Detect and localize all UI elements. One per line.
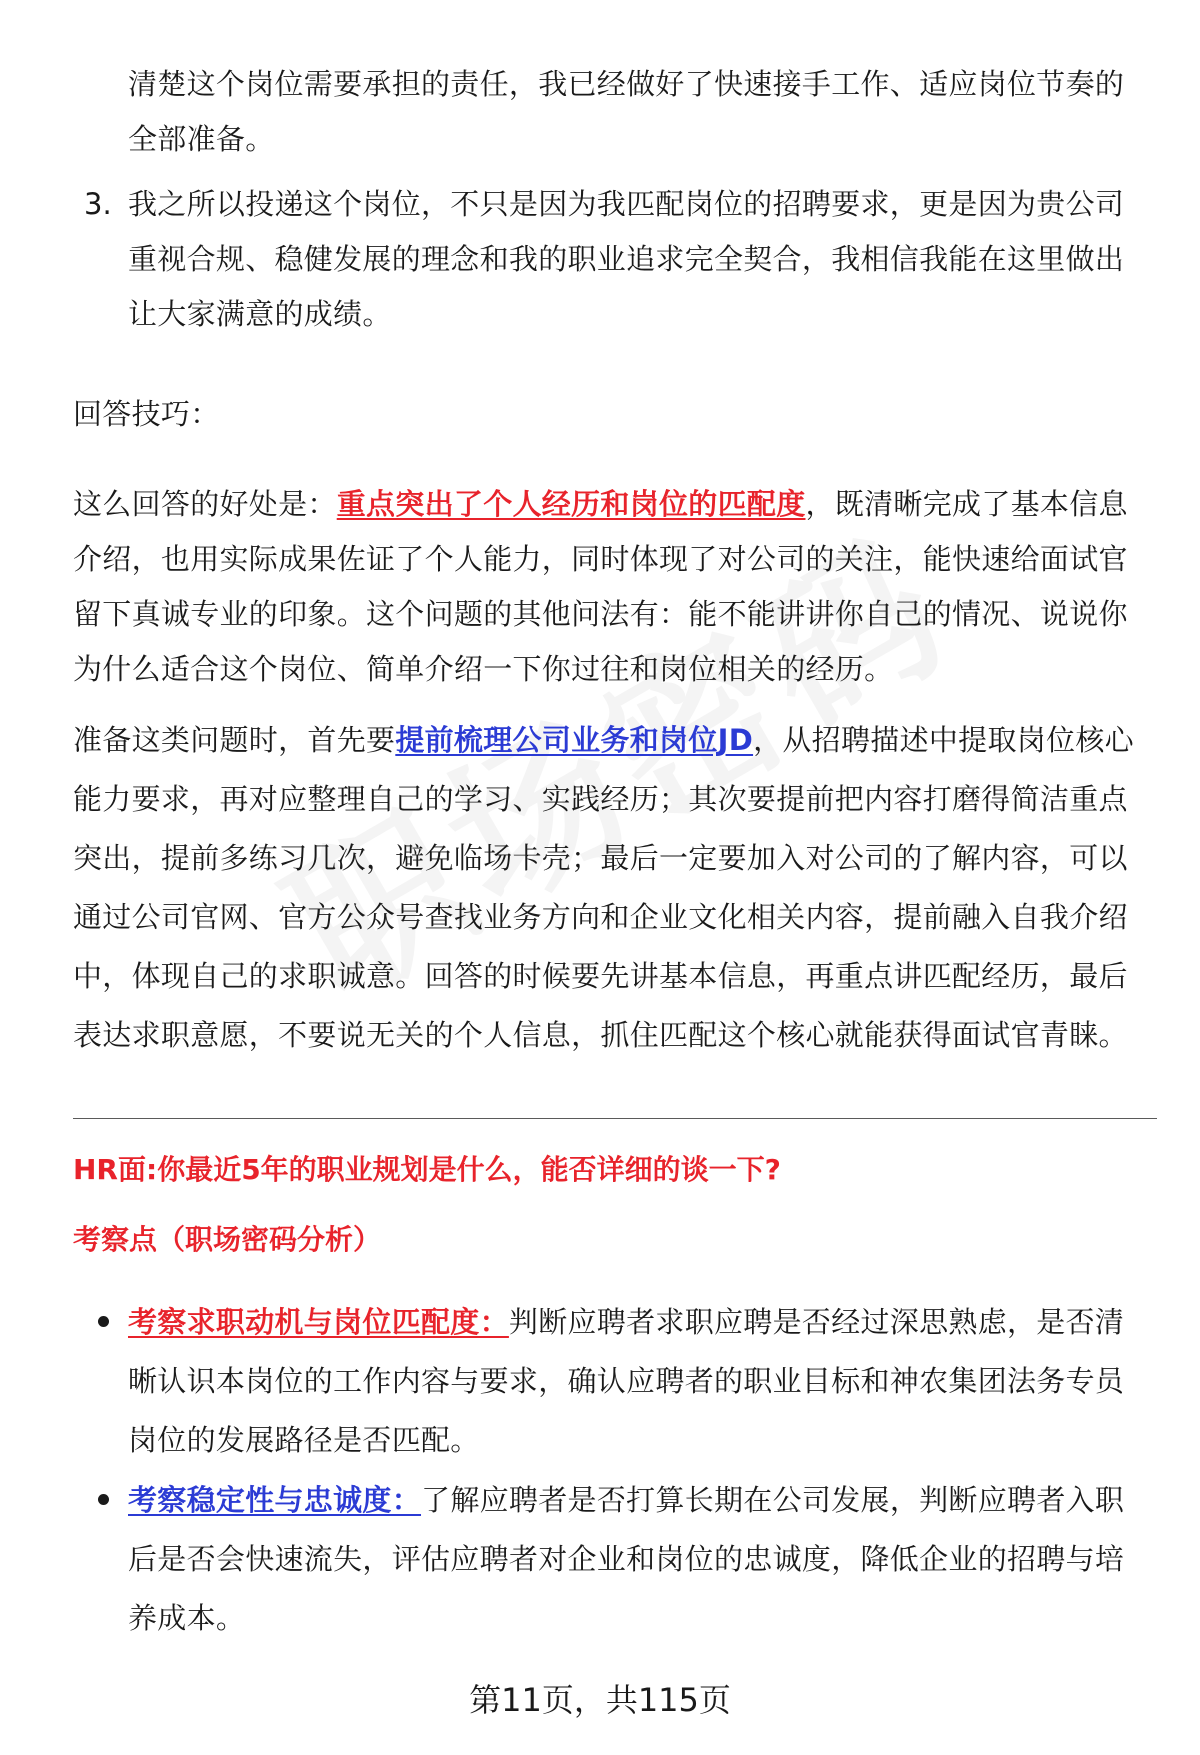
tips-p2-line-4: 通过公司官网、官方公众号查找业务方向和企业文化相关内容，提前融入自我介绍 [73,900,1128,934]
tips-p1-prefix: 这么回答的好处是： [73,487,337,521]
question-title: HR面:你最近5年的职业规划是什么，能否详细的谈一下? [73,1153,781,1186]
point-2-line-2: 后是否会快速流失，评估应聘者对企业和岗位的忠诚度，降低企业的招聘与培 [128,1542,1125,1576]
tips-p2-line-6: 表达求职意愿，不要说无关的个人信息，抓住匹配这个核心就能获得面试官青睐。 [73,1018,1128,1052]
tips-p2-suffix: ，从招聘描述中提取岗位核心 [753,723,1134,757]
tips-p2-line-5: 中，体现自己的求职诚意。回答的时候要先讲基本信息，再重点讲匹配经历，最后 [73,959,1128,993]
point-2-text: 了解应聘者是否打算长期在公司发展，判断应聘者入职 [421,1483,1125,1517]
tips-p2-prefix: 准备这类问题时，首先要 [73,723,396,757]
point-1-highlight: 考察求职动机与岗位匹配度： [128,1305,509,1339]
tips-p1-line-4: 为什么适合这个岗位、简单介绍一下你过往和岗位相关的经历。 [73,652,894,686]
question-subtitle: 考察点（职场密码分析） [73,1223,382,1256]
bullet-dot [98,1316,109,1327]
section-divider [73,1118,1157,1119]
point-1-line-1 [128,1302,1124,1342]
tips-p2-line-2: 能力要求，再对应整理自己的学习、实践经历；其次要提前把内容打磨得简洁重点 [73,782,1128,816]
item3-line-3: 让大家满意的成绩。 [128,297,392,331]
tips-p1-line-3: 留下真诚专业的印象。这个问题的其他问法有：能不能讲讲你自己的情况、说说你 [73,597,1128,631]
continued-line-2: 全部准备。 [128,122,275,156]
tips-p1-highlight: 重点突出了个人经历和岗位的匹配度 [336,487,806,521]
point-2-line-1 [128,1480,1124,1520]
continued-line-1: 清楚这个岗位需要承担的责任，我已经做好了快速接手工作、适应岗位节奏的 [128,67,1125,101]
point-1-line-3: 岗位的发展路径是否匹配。 [128,1423,480,1457]
bullet-dot [98,1494,109,1505]
tips-label: 回答技巧： [73,397,220,431]
point-2-line-3: 养成本。 [128,1601,246,1635]
list-number-3: 3. [84,187,112,221]
tips-p1-line-1 [73,484,1128,524]
item3-line-2: 重视合规、稳健发展的理念和我的职业追求完全契合，我相信我能在这里做出 [128,242,1125,276]
tips-p2-line-3: 突出，提前多练习几次，避免临场卡壳；最后一定要加入对公司的了解内容，可以 [73,841,1128,875]
tips-p2-line-1 [73,720,1134,760]
point-1-line-2: 晰认识本岗位的工作内容与要求，确认应聘者的职业目标和神农集团法务专员 [128,1364,1125,1398]
point-1-text: 判断应聘者求职应聘是否经过深思熟虑，是否清 [508,1305,1125,1339]
tips-p2-highlight: 提前梳理公司业务和岗位JD [395,723,754,757]
page-number: 第11页，共115页 [469,1681,731,1719]
item3-line-1: 我之所以投递这个岗位，不只是因为我匹配岗位的招聘要求，更是因为贵公司 [128,187,1125,221]
tips-p1-suffix: ，既清晰完成了基本信息 [805,487,1128,521]
point-2-highlight: 考察稳定性与忠诚度： [128,1483,422,1517]
tips-p1-line-2: 介绍，也用实际成果佐证了个人能力，同时体现了对公司的关注，能快速给面试官 [73,542,1128,576]
